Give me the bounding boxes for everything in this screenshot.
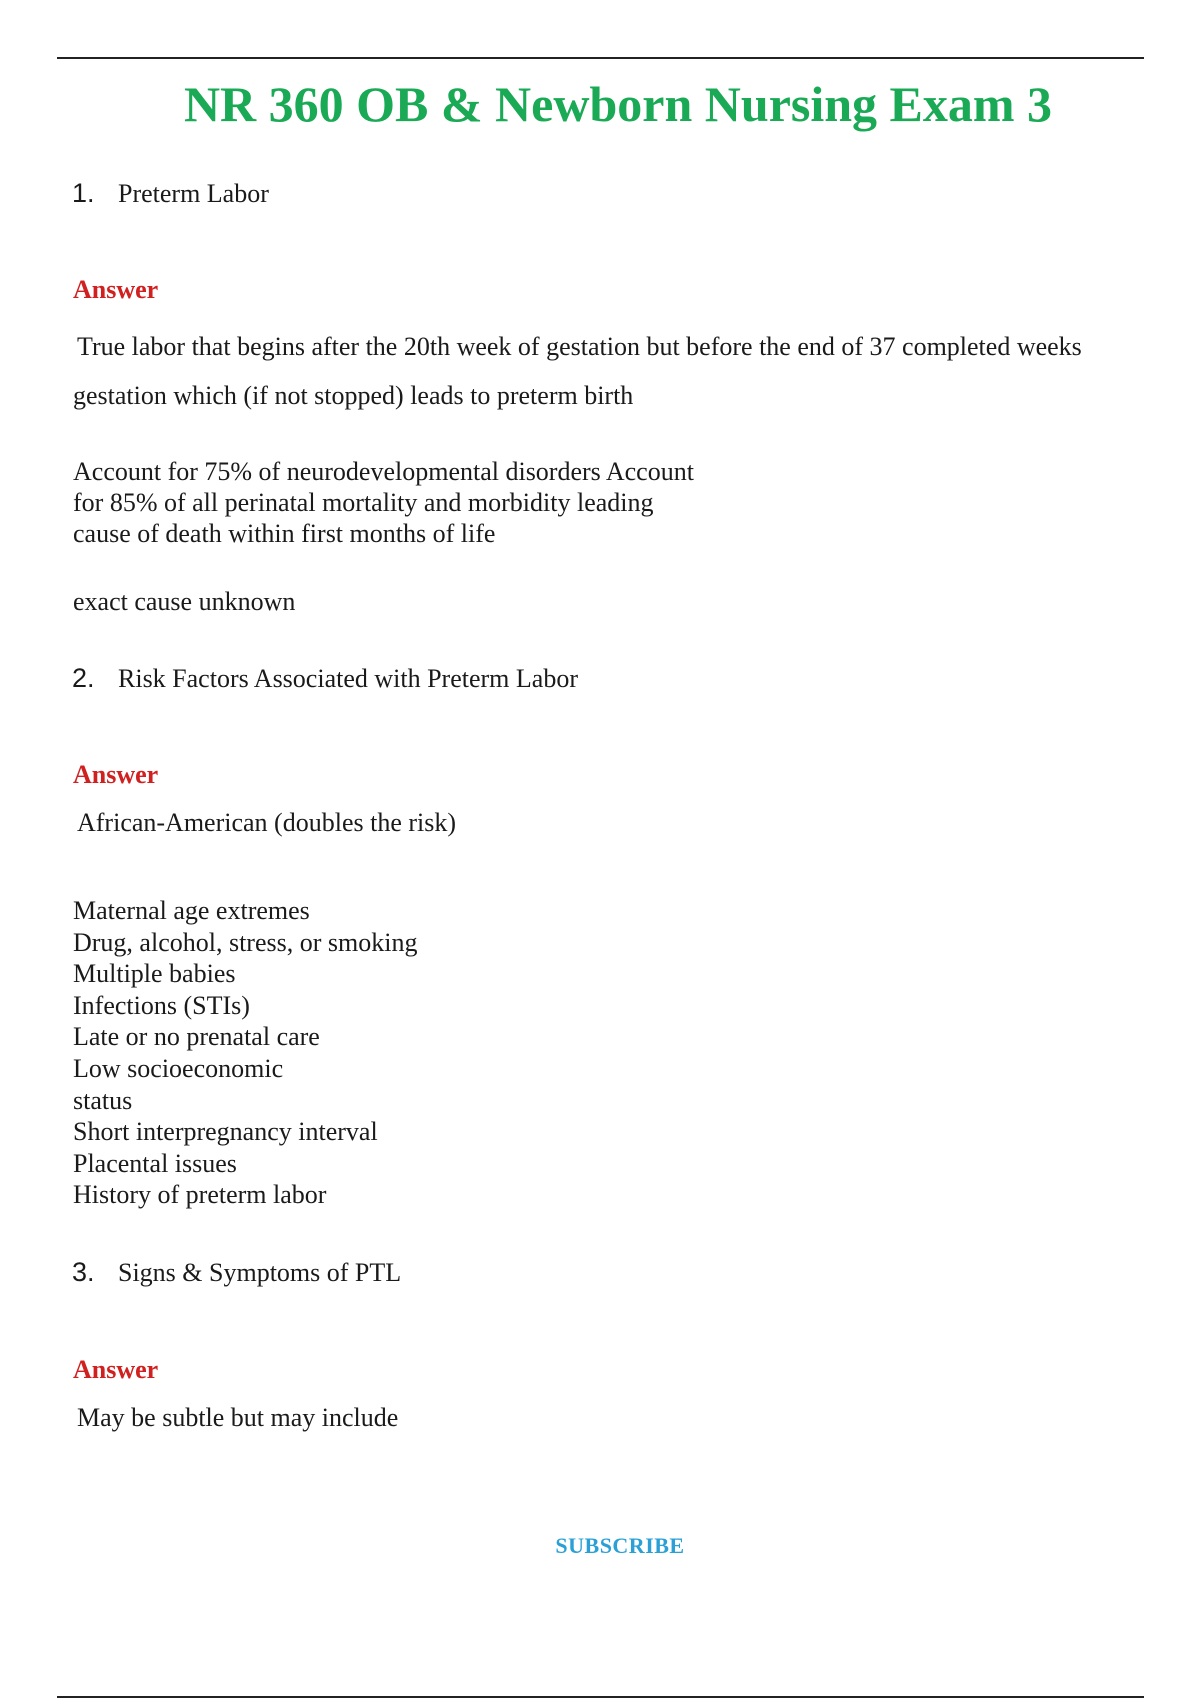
question-1-details bbox=[73, 456, 694, 549]
question-2-prompt: Risk Factors Associated with Preterm Labor bbox=[118, 664, 578, 693]
question-1-note bbox=[73, 587, 295, 617]
question-1 bbox=[72, 178, 269, 209]
question-3-answer-line: May be subtle but may include bbox=[77, 1403, 399, 1432]
question-1-detail-line: for 85% of all perinatal mortality and morbidity leading bbox=[73, 488, 654, 517]
risk-factor-item: Infections (STIs) bbox=[73, 990, 250, 1020]
risk-factor-item: Short interpregnancy interval bbox=[73, 1117, 378, 1147]
risk-factor-item: Maternal age extremes bbox=[73, 896, 310, 925]
question-1-answer bbox=[73, 322, 1082, 420]
question-3-prompt: Signs & Symptoms of PTL bbox=[118, 1258, 402, 1287]
question-2-answer-line: African-American (doubles the risk) bbox=[77, 808, 457, 837]
top-rule bbox=[57, 57, 1144, 59]
question-1-answer-label: Answer bbox=[73, 275, 159, 304]
question-1-answer-line: gestation which (if not stopped) leads to preterm birth bbox=[73, 381, 634, 410]
question-2 bbox=[72, 663, 578, 694]
question-2-answer-label: Answer bbox=[73, 760, 159, 789]
risk-factor-item: Low socioeconomic bbox=[73, 1053, 284, 1083]
risk-factor-item: status bbox=[73, 1085, 133, 1115]
question-1-answer-line: True labor that begins after the 20th week of gestation but before the end of 37 completed weeks bbox=[77, 332, 1082, 361]
risk-factor-item: Multiple babies bbox=[73, 959, 236, 989]
risk-factor-item: Placental issues bbox=[73, 1148, 237, 1178]
question-1-number: 1. bbox=[72, 178, 95, 208]
question-2-risk-list bbox=[73, 895, 417, 1211]
question-1-prompt: Preterm Labor bbox=[118, 179, 269, 208]
risk-factor-item: Drug, alcohol, stress, or smoking bbox=[73, 927, 418, 957]
risk-factor-item: Late or no prenatal care bbox=[73, 1022, 320, 1052]
bottom-rule bbox=[57, 1696, 1144, 1698]
question-1-detail-line: cause of death within first months of life bbox=[73, 519, 496, 548]
question-1-detail-line: Account for 75% of neurodevelopmental disorders Account bbox=[73, 457, 694, 486]
question-3-answer bbox=[77, 1403, 398, 1433]
question-3-number: 3. bbox=[72, 1257, 95, 1287]
risk-factor-item: History of preterm labor bbox=[73, 1180, 327, 1210]
question-2-number: 2. bbox=[72, 663, 95, 693]
question-1-note-line: exact cause unknown bbox=[73, 587, 296, 616]
question-2-answer bbox=[77, 808, 456, 838]
question-3 bbox=[72, 1257, 401, 1288]
question-3-answer-label: Answer bbox=[73, 1355, 159, 1384]
subscribe-link[interactable]: SUBSCRIBE bbox=[555, 1533, 685, 1558]
document-title: NR 360 OB & Newborn Nursing Exam 3 bbox=[183, 76, 1053, 132]
